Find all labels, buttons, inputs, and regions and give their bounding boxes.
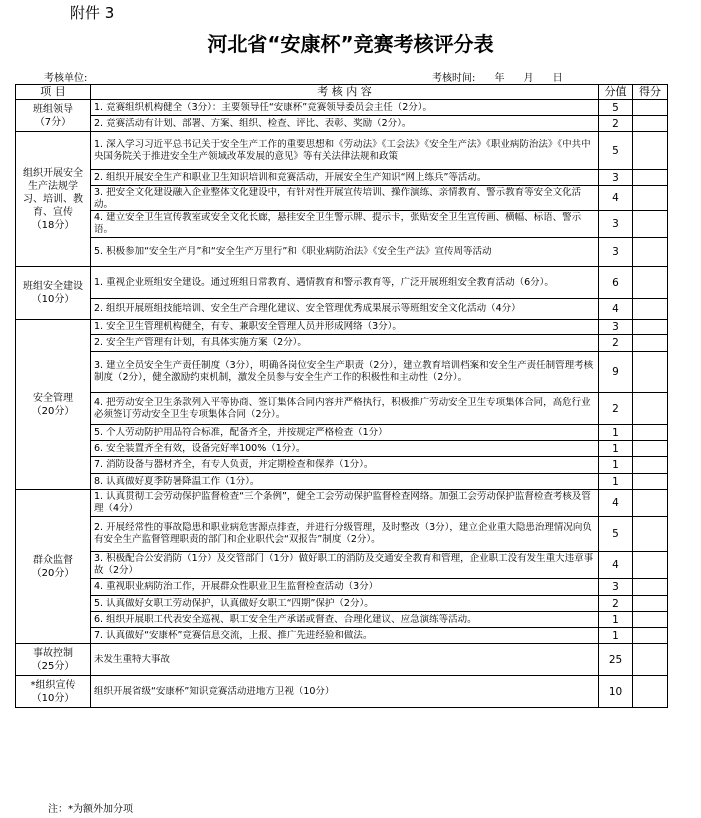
criterion-cell [91, 612, 599, 628]
criterion-cell [91, 552, 599, 579]
table-row [16, 170, 668, 186]
section-name: 班组领导 （7分） [16, 100, 91, 132]
table-row [16, 552, 668, 579]
criterion-cell [91, 132, 599, 170]
earned-score-cell[interactable] [633, 211, 668, 238]
table-row [16, 116, 668, 132]
criterion-text: 3. 把安全文化建设融入企业整体文化建设中，有针对性开展宣传培训、操作演练、亲情教育、警示教育等安全文化活动。 [94, 187, 582, 209]
score-value: 1 [599, 628, 633, 644]
header-score: 分值 [599, 85, 633, 100]
score-value: 4 [599, 299, 633, 320]
score-value: 2 [599, 335, 633, 352]
table-row [16, 352, 668, 393]
criterion-cell [91, 517, 599, 552]
criterion-text: 2. 开展经常性的事故隐患和职业病危害源点排查，并进行分级管理，及时整改（3分），建立企业重大隐患治理情况向负有安全生产监督管理职责的部门和企业职代会“双报告”制度（2分）。 [94, 522, 592, 545]
earned-score-cell[interactable] [633, 644, 668, 676]
score-value: 2 [599, 393, 633, 425]
score-value: 3 [599, 211, 633, 238]
score-value: 5 [599, 100, 633, 116]
criterion-text: 1. 重视企业班组安全建设。通过班组日常教育、遇情教育和警示教育等，广泛开展班组安全教育活动（6分）。 [94, 276, 554, 288]
earned-score-cell[interactable] [633, 474, 668, 490]
earned-score-cell[interactable] [633, 238, 668, 267]
earned-score-cell[interactable] [633, 579, 668, 596]
header-got: 得分 [633, 85, 668, 100]
earned-score-cell[interactable] [633, 552, 668, 579]
score-value: 5 [599, 132, 633, 170]
score-table [15, 84, 668, 708]
earned-score-cell[interactable] [633, 267, 668, 299]
earned-score-cell[interactable] [633, 170, 668, 186]
score-table-body [16, 100, 668, 708]
score-value: 6 [599, 267, 633, 299]
score-value: 5 [599, 517, 633, 552]
score-value: 2 [599, 596, 633, 612]
section-name: 组织开展安全生产法规学习、培训、教育、宣传 （18分） [16, 132, 91, 267]
header-item: 项 目 [16, 85, 91, 100]
criterion-cell [91, 393, 599, 425]
table-row [16, 441, 668, 457]
score-value: 1 [599, 441, 633, 457]
criterion-text: 7. 消防设备与器材齐全，有专人负责，并定期检查和保养（1分）。 [94, 459, 374, 470]
score-value: 4 [599, 186, 633, 211]
table-row [16, 320, 668, 335]
table-row [16, 100, 668, 116]
criterion-text: 5. 积极参加“安全生产月”和“安全生产万里行”和《职业病防治法》《安全生产法》宣传周等活动 [94, 246, 492, 257]
criterion-text: 8. 认真做好夏季防暑降温工作（1分）。 [94, 475, 260, 487]
criterion-text: 7. 认真做好“安康杯”竞赛信息交流，上报、推广先进经验和做法。 [94, 629, 373, 641]
criterion-cell [91, 320, 599, 335]
criterion-text: 2. 安全生产管理有计划，有具体实施方案（2分）。 [94, 337, 307, 348]
criterion-text: 1. 安全卫生管理机构健全，有专、兼职安全管理人员并形成网络（3分）。 [94, 321, 402, 332]
earned-score-cell[interactable] [633, 299, 668, 320]
table-row [16, 299, 668, 320]
section-name: 事故控制 （25分） [16, 644, 91, 676]
section-name: 群众监督 （20分） [16, 490, 91, 644]
section-name: 班组安全建设（10分） [16, 267, 91, 320]
criterion-cell [91, 644, 599, 676]
earned-score-cell[interactable] [633, 441, 668, 457]
criterion-text: 2. 组织开展安全生产和职业卫生知识培训和竞赛活动，开展安全生产知识“网上练兵”等活动。 [94, 171, 487, 183]
table-row [16, 186, 668, 211]
table-row [16, 211, 668, 238]
criterion-text: 未发生重特大事故 [94, 653, 171, 665]
section-name: 安全管理 （20分） [16, 320, 91, 490]
earned-score-cell[interactable] [633, 612, 668, 628]
earned-score-cell[interactable] [633, 320, 668, 335]
assessment-unit-label: 考核单位: [44, 73, 88, 84]
earned-score-cell[interactable] [633, 335, 668, 352]
criterion-cell [91, 457, 599, 474]
earned-score-cell[interactable] [633, 676, 668, 708]
criterion-cell [91, 238, 599, 267]
criterion-text: 6. 安全装置齐全有效，设备完好率100%（1分）。 [94, 442, 306, 454]
criterion-cell [91, 211, 599, 238]
table-row [16, 596, 668, 612]
header-content: 考 核 内 容 [91, 85, 599, 100]
attachment-label: 附件 3 [70, 4, 115, 22]
criterion-cell [91, 267, 599, 299]
score-value: 4 [599, 552, 633, 579]
table-row [16, 425, 668, 441]
score-value: 3 [599, 579, 633, 596]
earned-score-cell[interactable] [633, 352, 668, 393]
criterion-text: 组织开展省级“安康杯”知识竞赛活动进地方卫视（10分） [94, 685, 335, 697]
table-header-row [16, 85, 668, 100]
score-value: 1 [599, 457, 633, 474]
criterion-text: 1. 竞赛组织机构健全（3分）：主要领导任“安康杯”竞赛领导委员会主任（2分）。 [94, 101, 433, 113]
earned-score-cell[interactable] [633, 100, 668, 116]
criterion-cell [91, 579, 599, 596]
table-row [16, 393, 668, 425]
criterion-text: 4. 建立安全卫生宣传教室或安全文化长廊，悬挂安全卫生警示牌、提示卡，张贴安全卫生宣传画、横幅、标语、警示语。 [94, 212, 582, 235]
table-row [16, 132, 668, 170]
criterion-cell [91, 676, 599, 708]
table-row [16, 676, 668, 708]
table-row [16, 335, 668, 352]
criterion-cell [91, 628, 599, 644]
earned-score-cell[interactable] [633, 457, 668, 474]
criterion-text: 4. 重视职业病防治工作，开展群众性职业卫生监督检查活动（3分） [94, 581, 379, 592]
score-value: 3 [599, 320, 633, 335]
criterion-cell [91, 490, 599, 517]
criterion-cell [91, 186, 599, 211]
score-value: 1 [599, 612, 633, 628]
score-value: 9 [599, 352, 633, 393]
criterion-cell [91, 335, 599, 352]
criterion-cell [91, 596, 599, 612]
score-value: 1 [599, 474, 633, 490]
criterion-cell [91, 116, 599, 132]
criterion-text: 3. 积极配合公安消防（1分）及交管部门（1分）做好职工的消防及交通安全教育和管理，企业职工没有发生重大违章事故（2分） [94, 553, 594, 576]
criterion-cell [91, 352, 599, 393]
table-row [16, 267, 668, 299]
section-name: *组织宣传 （10分） [16, 676, 91, 708]
earned-score-cell[interactable] [633, 186, 668, 211]
criterion-cell [91, 425, 599, 441]
criterion-text: 1. 认真贯彻工会劳动保护监督检查“三个条例”，健全工会劳动保护监督检查网络。加强工会劳动保护监督检查考核及管理（4分） [94, 491, 591, 514]
criterion-cell [91, 170, 599, 186]
criterion-text: 1. 深入学习习近平总书记关于安全生产工作的重要思想和《劳动法》《工会法》《安全生产法》《职业病防治法》《中共中央国务院关于推进安全生产领域改革发展的意见》等有关法律法规和政策 [94, 138, 591, 162]
criterion-text: 3. 建立全员安全生产责任制度（3分），明确各岗位安全生产职责（2分），建立教育培训档案和安全生产责任制管理考核制度（2分），健全激励约束机制，激发全员参与安全生产工作的积极性和主动性（2分）。 [94, 360, 594, 383]
earned-score-cell[interactable] [633, 393, 668, 425]
criterion-text: 5. 个人劳动防护用品符合标准，配备齐全，并按规定严格检查（1分） [94, 426, 388, 438]
table-row [16, 517, 668, 552]
criterion-text: 2. 组织开展班组技能培训、安全生产合理化建议、安全管理优秀成果展示等班组安全文化活动（4分） [94, 303, 521, 314]
criterion-cell [91, 100, 599, 116]
table-row [16, 579, 668, 596]
table-row [16, 628, 668, 644]
earned-score-cell[interactable] [633, 628, 668, 644]
footnote: 注：*为额外加分项 [48, 804, 133, 815]
criterion-cell [91, 474, 599, 490]
earned-score-cell[interactable] [633, 490, 668, 517]
score-value: 10 [599, 676, 633, 708]
score-value: 2 [599, 116, 633, 132]
criterion-text: 5. 认真做好女职工劳动保护，认真做好女职工“四期”保护（2分）。 [94, 597, 374, 609]
table-row [16, 612, 668, 628]
table-row [16, 644, 668, 676]
score-value: 25 [599, 644, 633, 676]
criterion-text: 2. 竞赛活动有计划、部署、方案、组织、检查、评比、表彰、奖励（2分）。 [94, 117, 412, 129]
table-row [16, 238, 668, 267]
earned-score-cell[interactable] [633, 132, 668, 170]
criterion-cell [91, 441, 599, 457]
score-value: 3 [599, 170, 633, 186]
earned-score-cell[interactable] [633, 596, 668, 612]
criterion-text: 4. 把劳动安全卫生条款列入平等协商、签订集体合同内容并严格执行，积极推广劳动安全卫生专项集体合同，高危行业必须签订劳动安全卫生专项集体合同（2分）。 [94, 396, 591, 420]
criterion-cell [91, 299, 599, 320]
table-row [16, 474, 668, 490]
score-value: 3 [599, 238, 633, 267]
score-value: 4 [599, 490, 633, 517]
table-row [16, 490, 668, 517]
criterion-text: 6. 组织开展职工代表安全巡视、职工安全生产承诺或督查、合理化建议、应急演练等活动。 [94, 613, 477, 625]
earned-score-cell[interactable] [633, 425, 668, 441]
assessment-time-label: 考核时间: 年 月 日 [432, 73, 563, 84]
table-row [16, 457, 668, 474]
score-value: 1 [599, 425, 633, 441]
earned-score-cell[interactable] [633, 116, 668, 132]
document-title: 河北省“安康杯”竞赛考核评分表 [207, 32, 494, 56]
earned-score-cell[interactable] [633, 517, 668, 552]
